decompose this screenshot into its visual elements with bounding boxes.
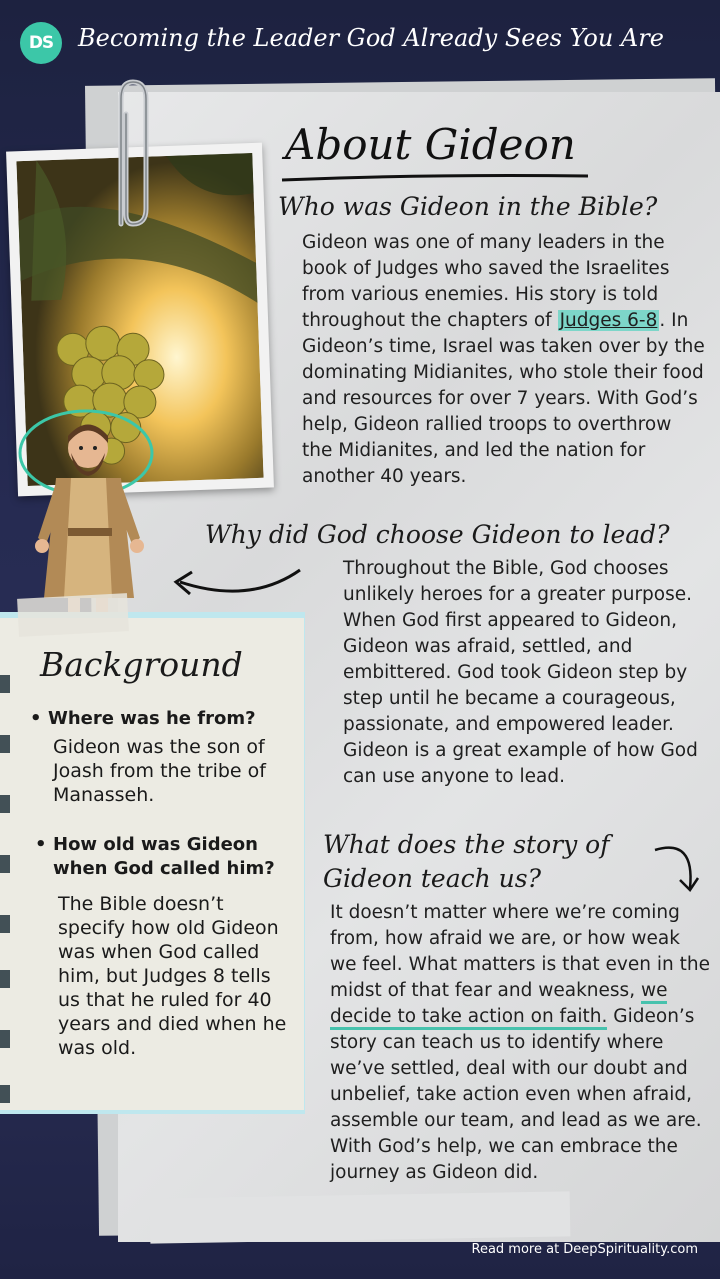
footer-link[interactable]: Read more at DeepSpirituality.com (471, 1242, 698, 1257)
curved-arrow-icon (160, 560, 310, 610)
background-answer-1: Gideon was the son of Joash from the tribe of Manasseh. (53, 736, 266, 806)
title-underline (280, 170, 590, 184)
what-body: It doesn’t matter where we’re coming from, how afraid we are, or how weak we feel. What matters is that even in the midst of that fear and weakness, we decide to take action on faith. Gideon’s story can teach us to identify where we’ve settled, deal with our doubt and unbelief, take action even when afraid, assemble our team, and lead as we are. With God’s help, we can embrace the journey as Gideon did. (330, 902, 710, 1183)
background-answer-2: The Bible doesn’t specify how old Gideon was when God called him, but Judges 8 tells us that he ruled for 40 years and died when he was old. (58, 893, 287, 1059)
why-heading: Why did God choose Gideon to lead? (205, 520, 670, 549)
faith-highlight: we decide to take action on faith. (330, 980, 667, 1030)
judges-link[interactable]: Judges 6-8 (559, 310, 658, 331)
why-body: Throughout the Bible, God chooses unlikely heroes for a greater purpose. When God first appeared to Gideon, Gideon was afraid, settled, and embittered. God took Gideon step by step until he became a courageous, passionate, and empowered leader. Gideon is a great example of how God can use anyone to lead. (343, 558, 698, 787)
background-question-1: • Where was he from? (48, 707, 288, 731)
who-body: Gideon was one of many leaders in the book of Judges who saved the Israelites from various enemies. His story is told throughout the chapters of Judges 6-8 . In Gideon’s time, Israel was taken over by the dominating Midianites, who stole their food and resources for over 7 years. With God’s help, Gideon rallied troops to overthrow the Midianites, and led the nation for another 40 years. (302, 232, 705, 487)
logo-badge: DS (20, 22, 62, 64)
header-title: Becoming the Leader God Already Sees You Are (78, 24, 664, 52)
background-question-2: • How old was Gideon when God called him? (53, 833, 293, 881)
paperclip-icon (106, 74, 156, 234)
torn-paper-strip (150, 1191, 571, 1243)
curl-arrow-icon (650, 838, 705, 898)
about-title: About Gideon (285, 120, 576, 169)
who-heading: Who was Gideon in the Bible? (278, 192, 658, 221)
tape-strip (17, 593, 129, 637)
background-title: Background (40, 645, 243, 684)
what-heading: What does the story of Gideon teach us? (323, 830, 610, 893)
